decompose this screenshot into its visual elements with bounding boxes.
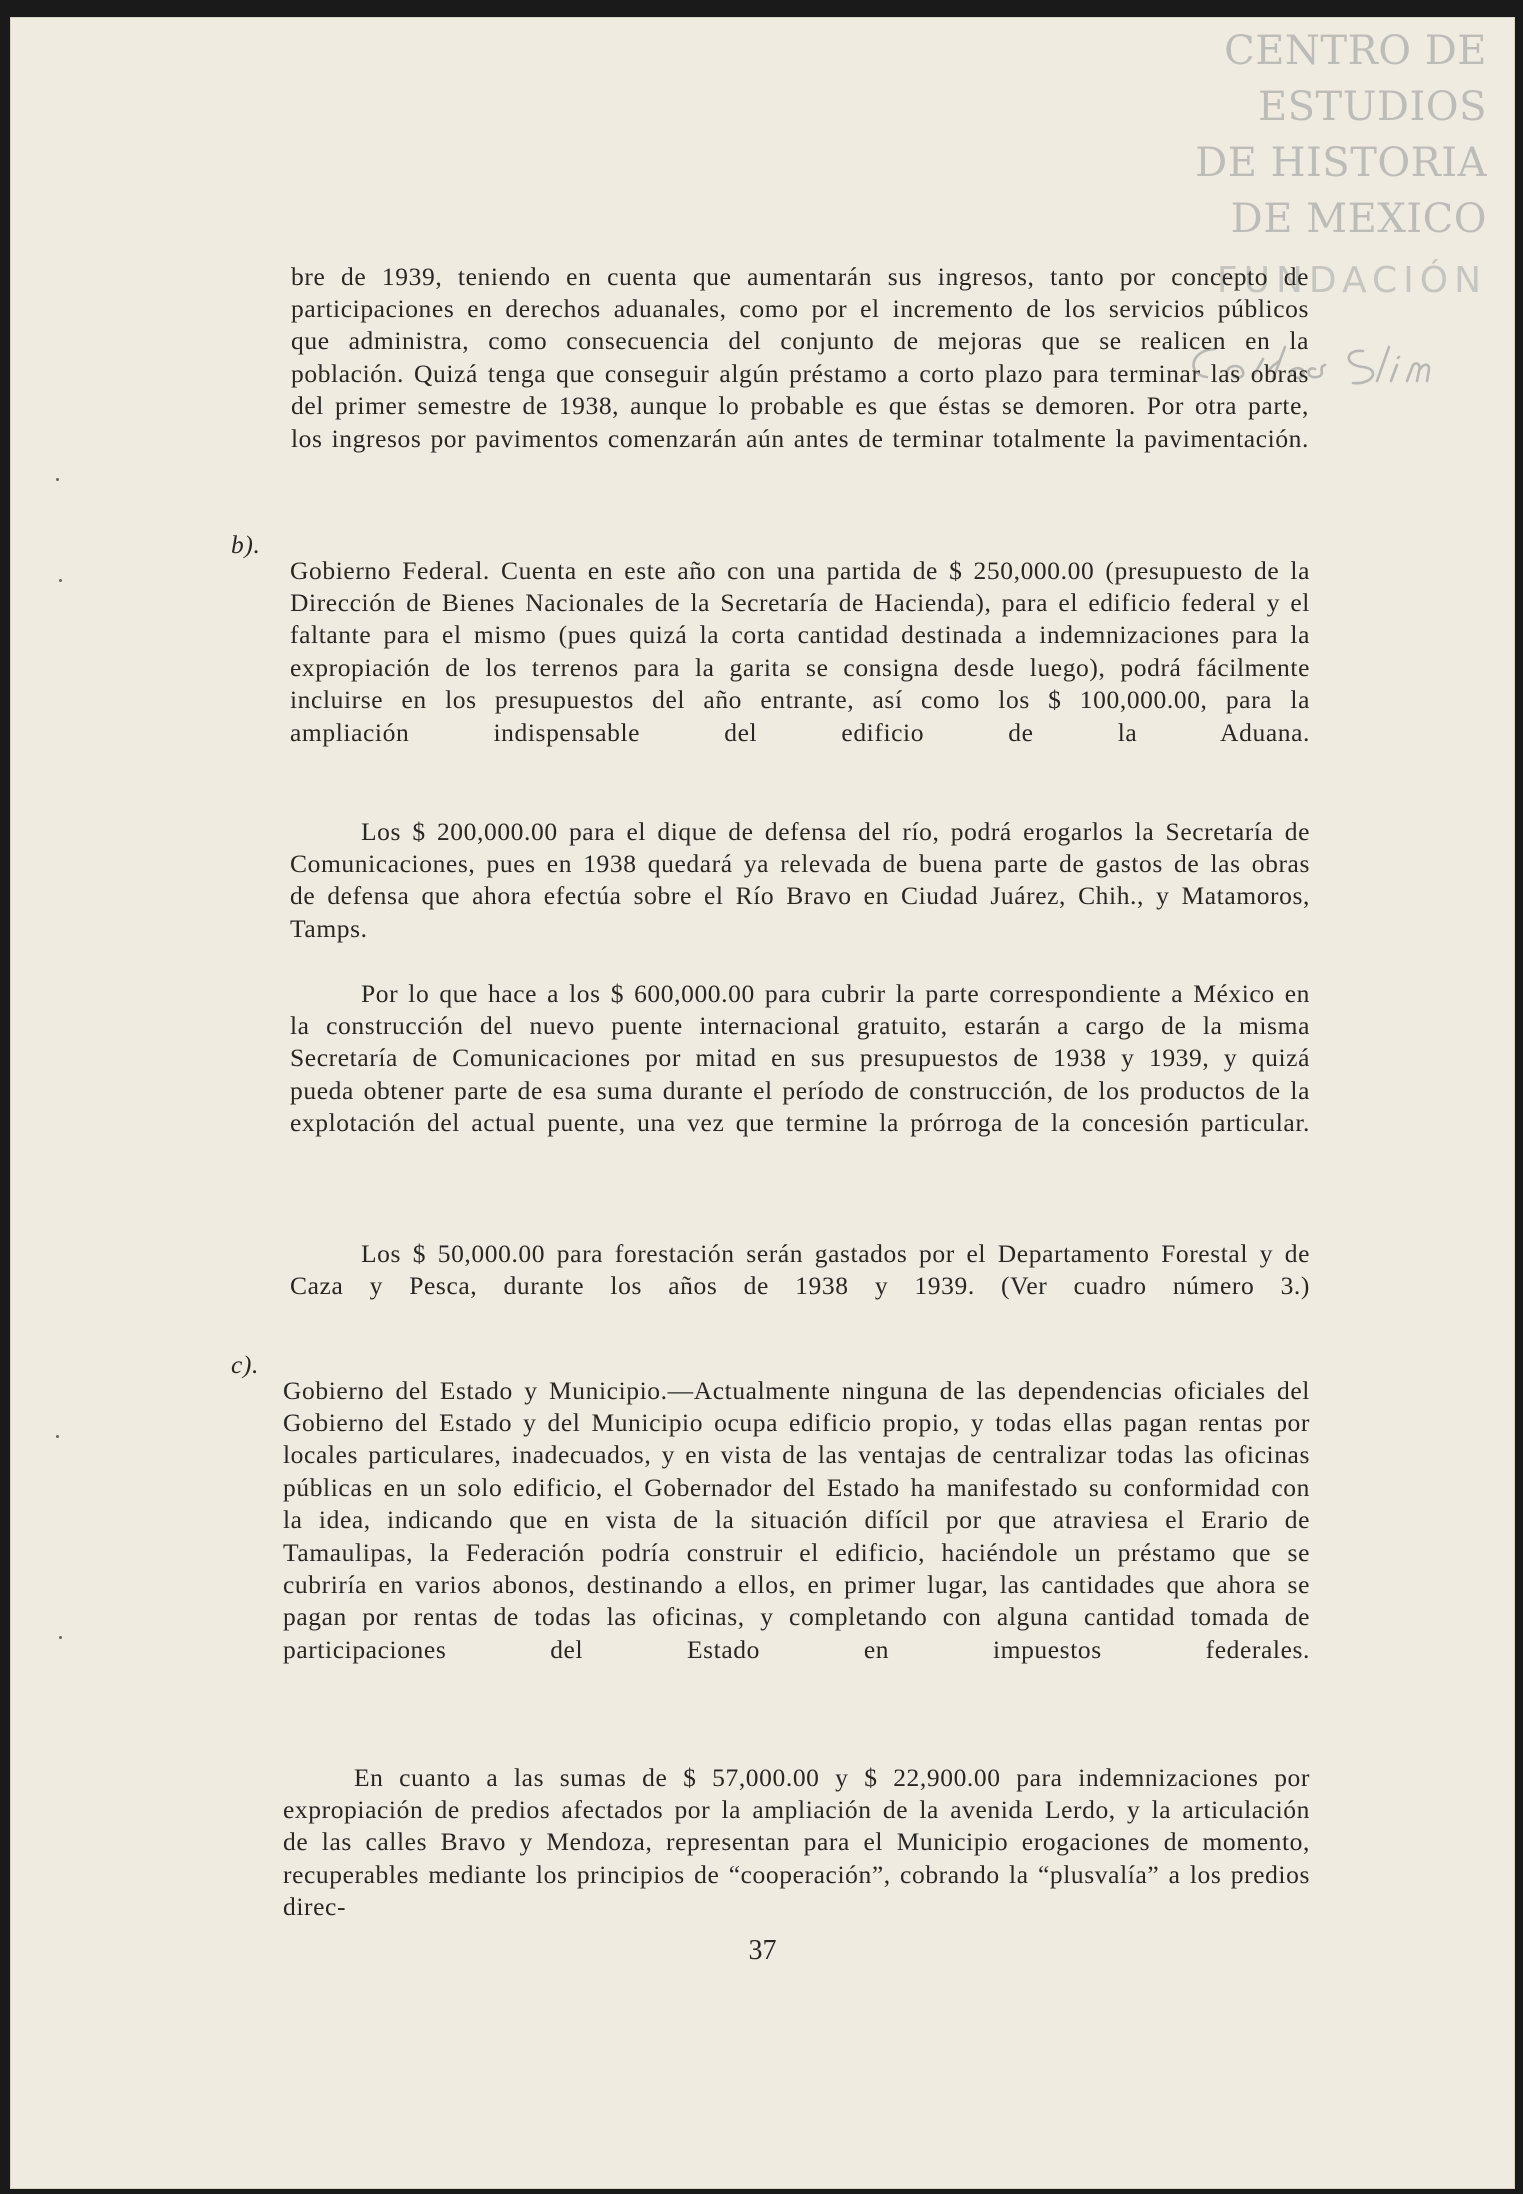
watermark-line-4: DE MEXICO	[1230, 196, 1487, 242]
page-number: 37	[748, 1935, 777, 1966]
paragraph-bridge: Por lo que hace a los $ 600,000.00 para cubrir la parte correspondiente a México en la construcción del nuevo puente internacional gratuito, estarán a cargo de la misma Secretaría de Comunicaciones por mitad en sus presupuestos de 1938 y 1939, y quizá pueda obtener parte de esa suma durante el período de construcción, de los productos de la explotación del actual puente, una vez que termine la prórroga de la concesión particular.	[290, 978, 1310, 1138]
paper-speck	[56, 1435, 59, 1438]
list-marker-c: c).	[231, 1350, 259, 1379]
paragraph-dike: Los $ 200,000.00 para el dique de defensa del río, podrá erogarlos la Secretaría de Comunicaciones, pues en 1938 quedará ya relevada de buena parte de gastos de las obras de defensa que ahora efectúa sobre el Río Bravo en Ciudad Juárez, Chih., y Matamoros, Tamps.	[290, 816, 1310, 943]
watermark-line-2: ESTUDIOS	[1257, 84, 1487, 130]
watermark-line-1: CENTRO DE	[1224, 28, 1487, 74]
watermark-foundation: FUNDACIÓN	[1216, 260, 1487, 301]
paper-speck	[59, 579, 62, 582]
item-c-state-municipal: Gobierno del Estado y Municipio.—Actualmente ninguna de las dependencias oficiales del Gobierno del Estado y del Municipio ocupa edificio propio, y todas ellas pagan rentas por locales particulares, inadecuados, y en vista de las ventajas de centralizar todas las oficinas públicas en un solo edificio, el Gobernador del Estado ha manifestado su conformidad con la idea, indicando que en vista de la situación difícil por que atraviesa el Erario de Tamaulipas, la Federación podría construir el edificio, haciéndole un préstamo que se cubriría en varios abonos, destinando a ellos, en primer lugar, las cantidades que ahora se pagan por rentas de todas las oficinas, y completando con alguna cantidad tomada de participaciones del Estado en impuestos federales.	[283, 1375, 1310, 1664]
paper-speck	[56, 478, 59, 481]
list-marker-b: b).	[231, 530, 261, 559]
paper-speck	[59, 1636, 62, 1639]
paragraph-continuation: bre de 1939, teniendo en cuenta que aumentarán sus ingresos, tanto por concepto de participaciones en derechos aduanales, como por el incremento de los servicios públicos que administra, como consecuencia del conjunto de mejoras que se realicen en la población. Quizá tenga que conseguir algún préstamo a corto plazo para terminar las obras del primer semestre de 1938, aunque lo probable es que éstas se demoren. Por otra parte, los ingresos por pavimentos comenzarán aún antes de terminar totalmente la pavimentación.	[291, 261, 1309, 453]
paragraph-forestation: Los $ 50,000.00 para forestación serán gastados por el Departamento Forestal y de Caza y Pesca, durante los años de 1938 y 1939. (Ver cuadro número 3.)	[290, 1238, 1310, 1300]
paragraph-indemnities: En cuanto a las sumas de $ 57,000.00 y $ 22,900.00 para indemnizaciones por expropiación de predios afectados por la ampliación de la avenida Lerdo, y la articulación de las calles Bravo y Mendoza, representan para el Municipio erogaciones de momento, recuperables mediante los principios de “cooperación”, cobrando la “plusvalía” a los predios direc-	[283, 1762, 1310, 1922]
watermark-line-3: DE HISTORIA	[1195, 140, 1487, 186]
document-page	[10, 17, 1515, 2189]
item-b-federal-government: Gobierno Federal. Cuenta en este año con una partida de $ 250,000.00 (presupuesto de la Dirección de Bienes Nacionales de la Secretaría de Hacienda), para el edificio federal y el faltante para el mismo (pues quizá la corta cantidad destinada a indemnizaciones para la expropiación de los terrenos para la garita se consigna desde luego), podrá fácilmente incluirse en los presupuestos del año entrante, así como los $ 100,000.00, para la ampliación indispensable del edificio de la Aduana.	[290, 555, 1310, 747]
